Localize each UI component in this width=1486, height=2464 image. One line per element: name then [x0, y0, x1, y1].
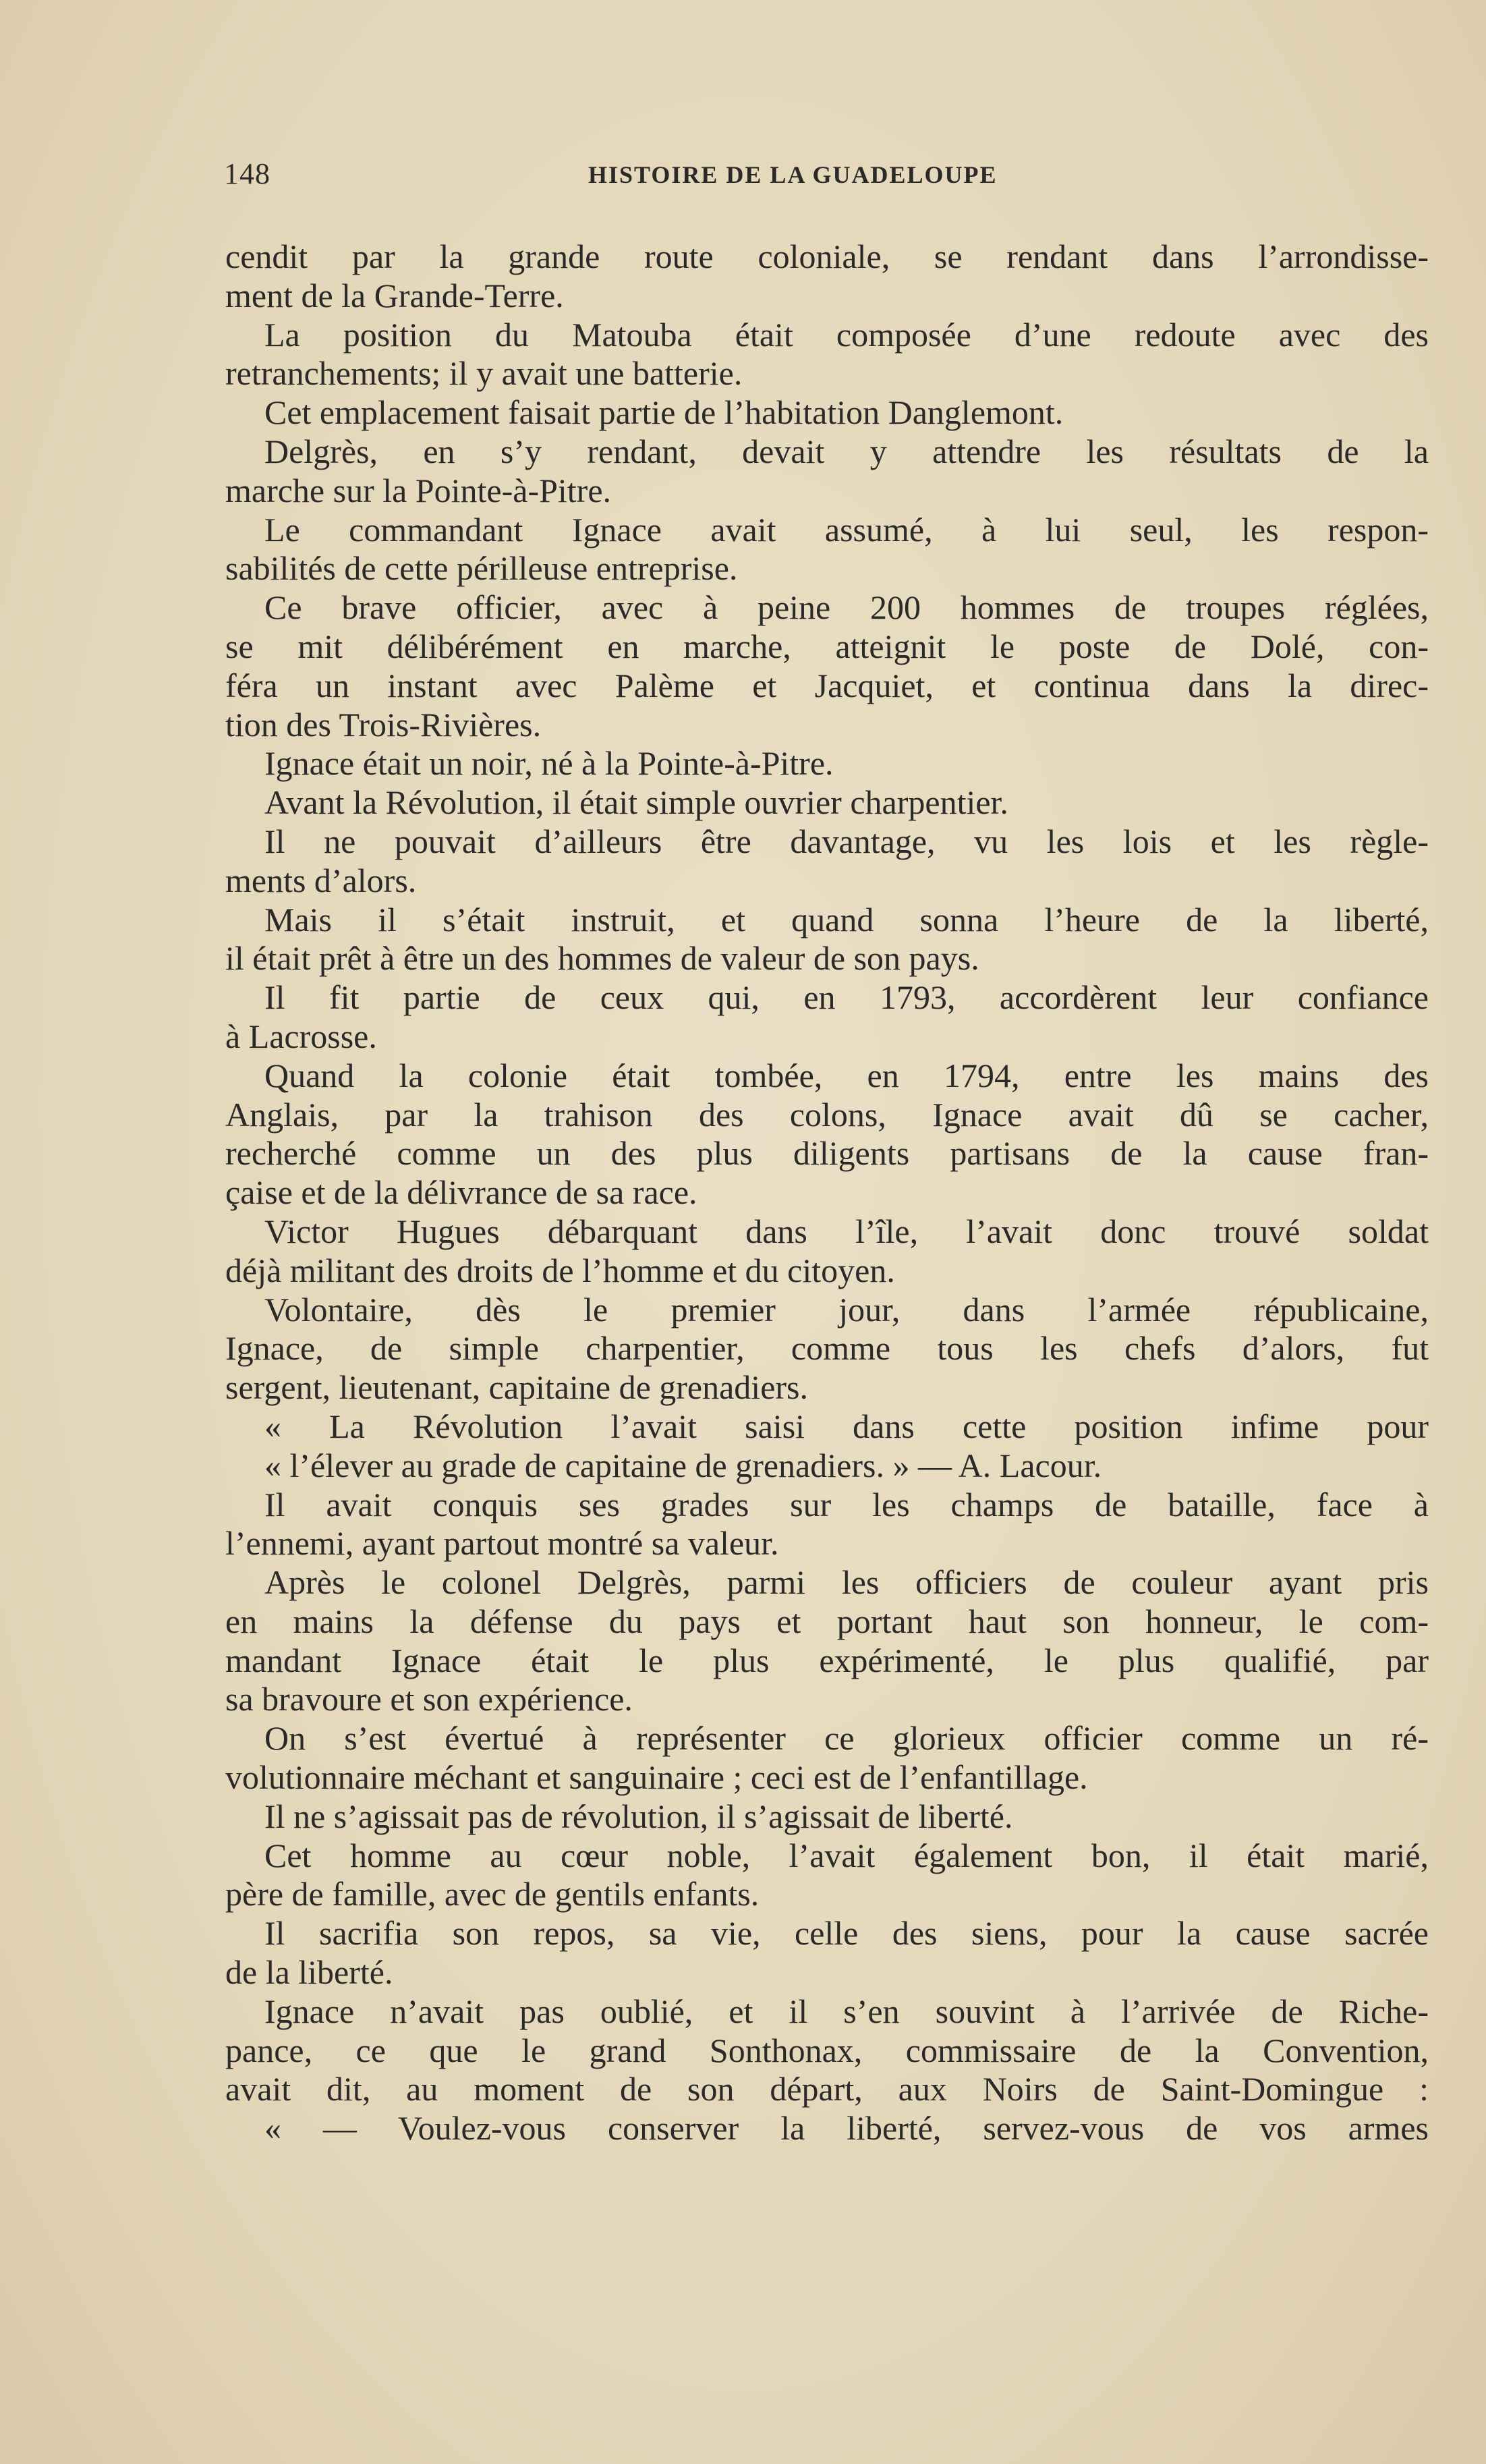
text-line: mandant Ignace était le plus expérimenté, le plus qualifié, par	[225, 1641, 1429, 1679]
text-line: Ce brave officier, avec à peine 200 hommes de troupes réglées,	[264, 588, 1429, 627]
text-line: Avant la Révolution, il était simple ouvrier charpentier.	[264, 783, 1008, 822]
text-line: cendit par la grande route coloniale, se rendant dans l’arrondisse-	[225, 237, 1429, 275]
page-number: 148	[224, 157, 270, 190]
text-line: ment de la Grande-Terre.	[225, 276, 564, 314]
text-line: Ignace était un noir, né à la Pointe-à-Pitre.	[264, 744, 834, 783]
body-text	[225, 237, 1429, 2148]
text-line: Anglais, par la trahison des colons, Ignace avait dû se cacher,	[225, 1095, 1429, 1133]
text-line: il était prêt à être un des hommes de valeur de son pays.	[225, 939, 979, 978]
text-line: père de famille, avec de gentils enfants.	[225, 1875, 760, 1913]
text-line: recherché comme un des plus diligents partisans de la cause fran-	[225, 1134, 1429, 1173]
text-line: On s’est évertué à représenter ce glorieux officier comme un ré-	[264, 1719, 1429, 1758]
text-line: marche sur la Pointe-à-Pitre.	[225, 471, 612, 509]
text-line: Ignace, de simple charpentier, comme tous les chefs d’alors, fut	[225, 1329, 1429, 1368]
text-line: se mit délibérément en marche, atteignit le poste de Dolé, con-	[225, 627, 1429, 665]
text-line: volutionnaire méchant et sanguinaire ; ceci est de l’enfantillage.	[225, 1758, 1088, 1797]
text-line: « La Révolution l’avait saisi dans cette position infime pour	[264, 1407, 1429, 1445]
text-line: Il fit partie de ceux qui, en 1793, accordèrent leur confiance	[264, 978, 1429, 1017]
text-line: « — Voulez-vous conserver la liberté, servez-vous de vos armes	[264, 2109, 1429, 2148]
text-line: l’ennemi, ayant partout montré sa valeur.	[225, 1524, 779, 1563]
text-line: Il avait conquis ses grades sur les champs de bataille, face à	[264, 1485, 1429, 1523]
text-line: déjà militant des droits de l’homme et du citoyen.	[225, 1251, 895, 1289]
text-line: Quand la colonie était tombée, en 1794, entre les mains des	[264, 1056, 1429, 1094]
text-line: Il ne s’agissait pas de révolution, il s’agissait de liberté.	[264, 1797, 1013, 1835]
text-line: ments d’alors.	[225, 861, 417, 899]
text-line: de la liberté.	[225, 1953, 393, 1992]
text-line: « l’élever au grade de capitaine de grenadiers. » — A. Lacour.	[264, 1446, 1102, 1484]
text-line: pance, ce que le grand Sonthonax, commissaire de la Convention,	[225, 2031, 1429, 2069]
text-line: La position du Matouba était composée d’une redoute avec des	[264, 315, 1429, 354]
text-line: çaise et de la délivrance de sa race.	[225, 1173, 697, 1212]
text-line: à Lacrosse.	[225, 1017, 377, 1055]
text-line: sergent, lieutenant, capitaine de grenadiers.	[225, 1368, 808, 1407]
running-title: HISTOIRE DE LA GUADELOUPE	[588, 161, 998, 188]
text-line: Cet homme au cœur noble, l’avait également bon, il était marié,	[264, 1836, 1429, 1874]
text-line: Mais il s’était instruit, et quand sonna l’heure de la liberté,	[264, 900, 1429, 939]
text-line: Volontaire, dès le premier jour, dans l’armée républicaine,	[264, 1290, 1429, 1328]
text-line: en mains la défense du pays et portant haut son honneur, le com-	[225, 1602, 1429, 1640]
text-line: Victor Hugues débarquant dans l’île, l’avait donc trouvé soldat	[264, 1212, 1429, 1250]
text-line: Ignace n’avait pas oublié, et il s’en souvint à l’arrivée de Riche-	[264, 1992, 1429, 2030]
text-line: retranchements; il y avait une batterie.	[225, 354, 743, 393]
text-line: avait dit, au moment de son départ, aux Noirs de Saint-Domingue :	[225, 2070, 1429, 2108]
text-line: tion des Trois-Rivières.	[225, 705, 542, 744]
text-line: sa bravoure et son expérience.	[225, 1680, 633, 1718]
text-line: Il ne pouvait d’ailleurs être davantage, vu les lois et les règle-	[264, 822, 1429, 860]
text-line: sabilités de cette périlleuse entreprise.	[225, 549, 738, 588]
text-line: Delgrès, en s’y rendant, devait y attendre les résultats de la	[264, 432, 1429, 470]
text-line: Cet emplacement faisait partie de l’habitation Danglemont.	[264, 393, 1064, 432]
text-line: féra un instant avec Palème et Jacquiet, et continua dans la direc-	[225, 666, 1429, 704]
text-line: Le commandant Ignace avait assumé, à lui seul, les respon-	[264, 510, 1429, 549]
text-line: Après le colonel Delgrès, parmi les officiers de couleur ayant pris	[264, 1563, 1429, 1602]
text-line: Il sacrifia son repos, sa vie, celle des siens, pour la cause sacrée	[264, 1914, 1429, 1953]
page-header	[224, 157, 1391, 204]
